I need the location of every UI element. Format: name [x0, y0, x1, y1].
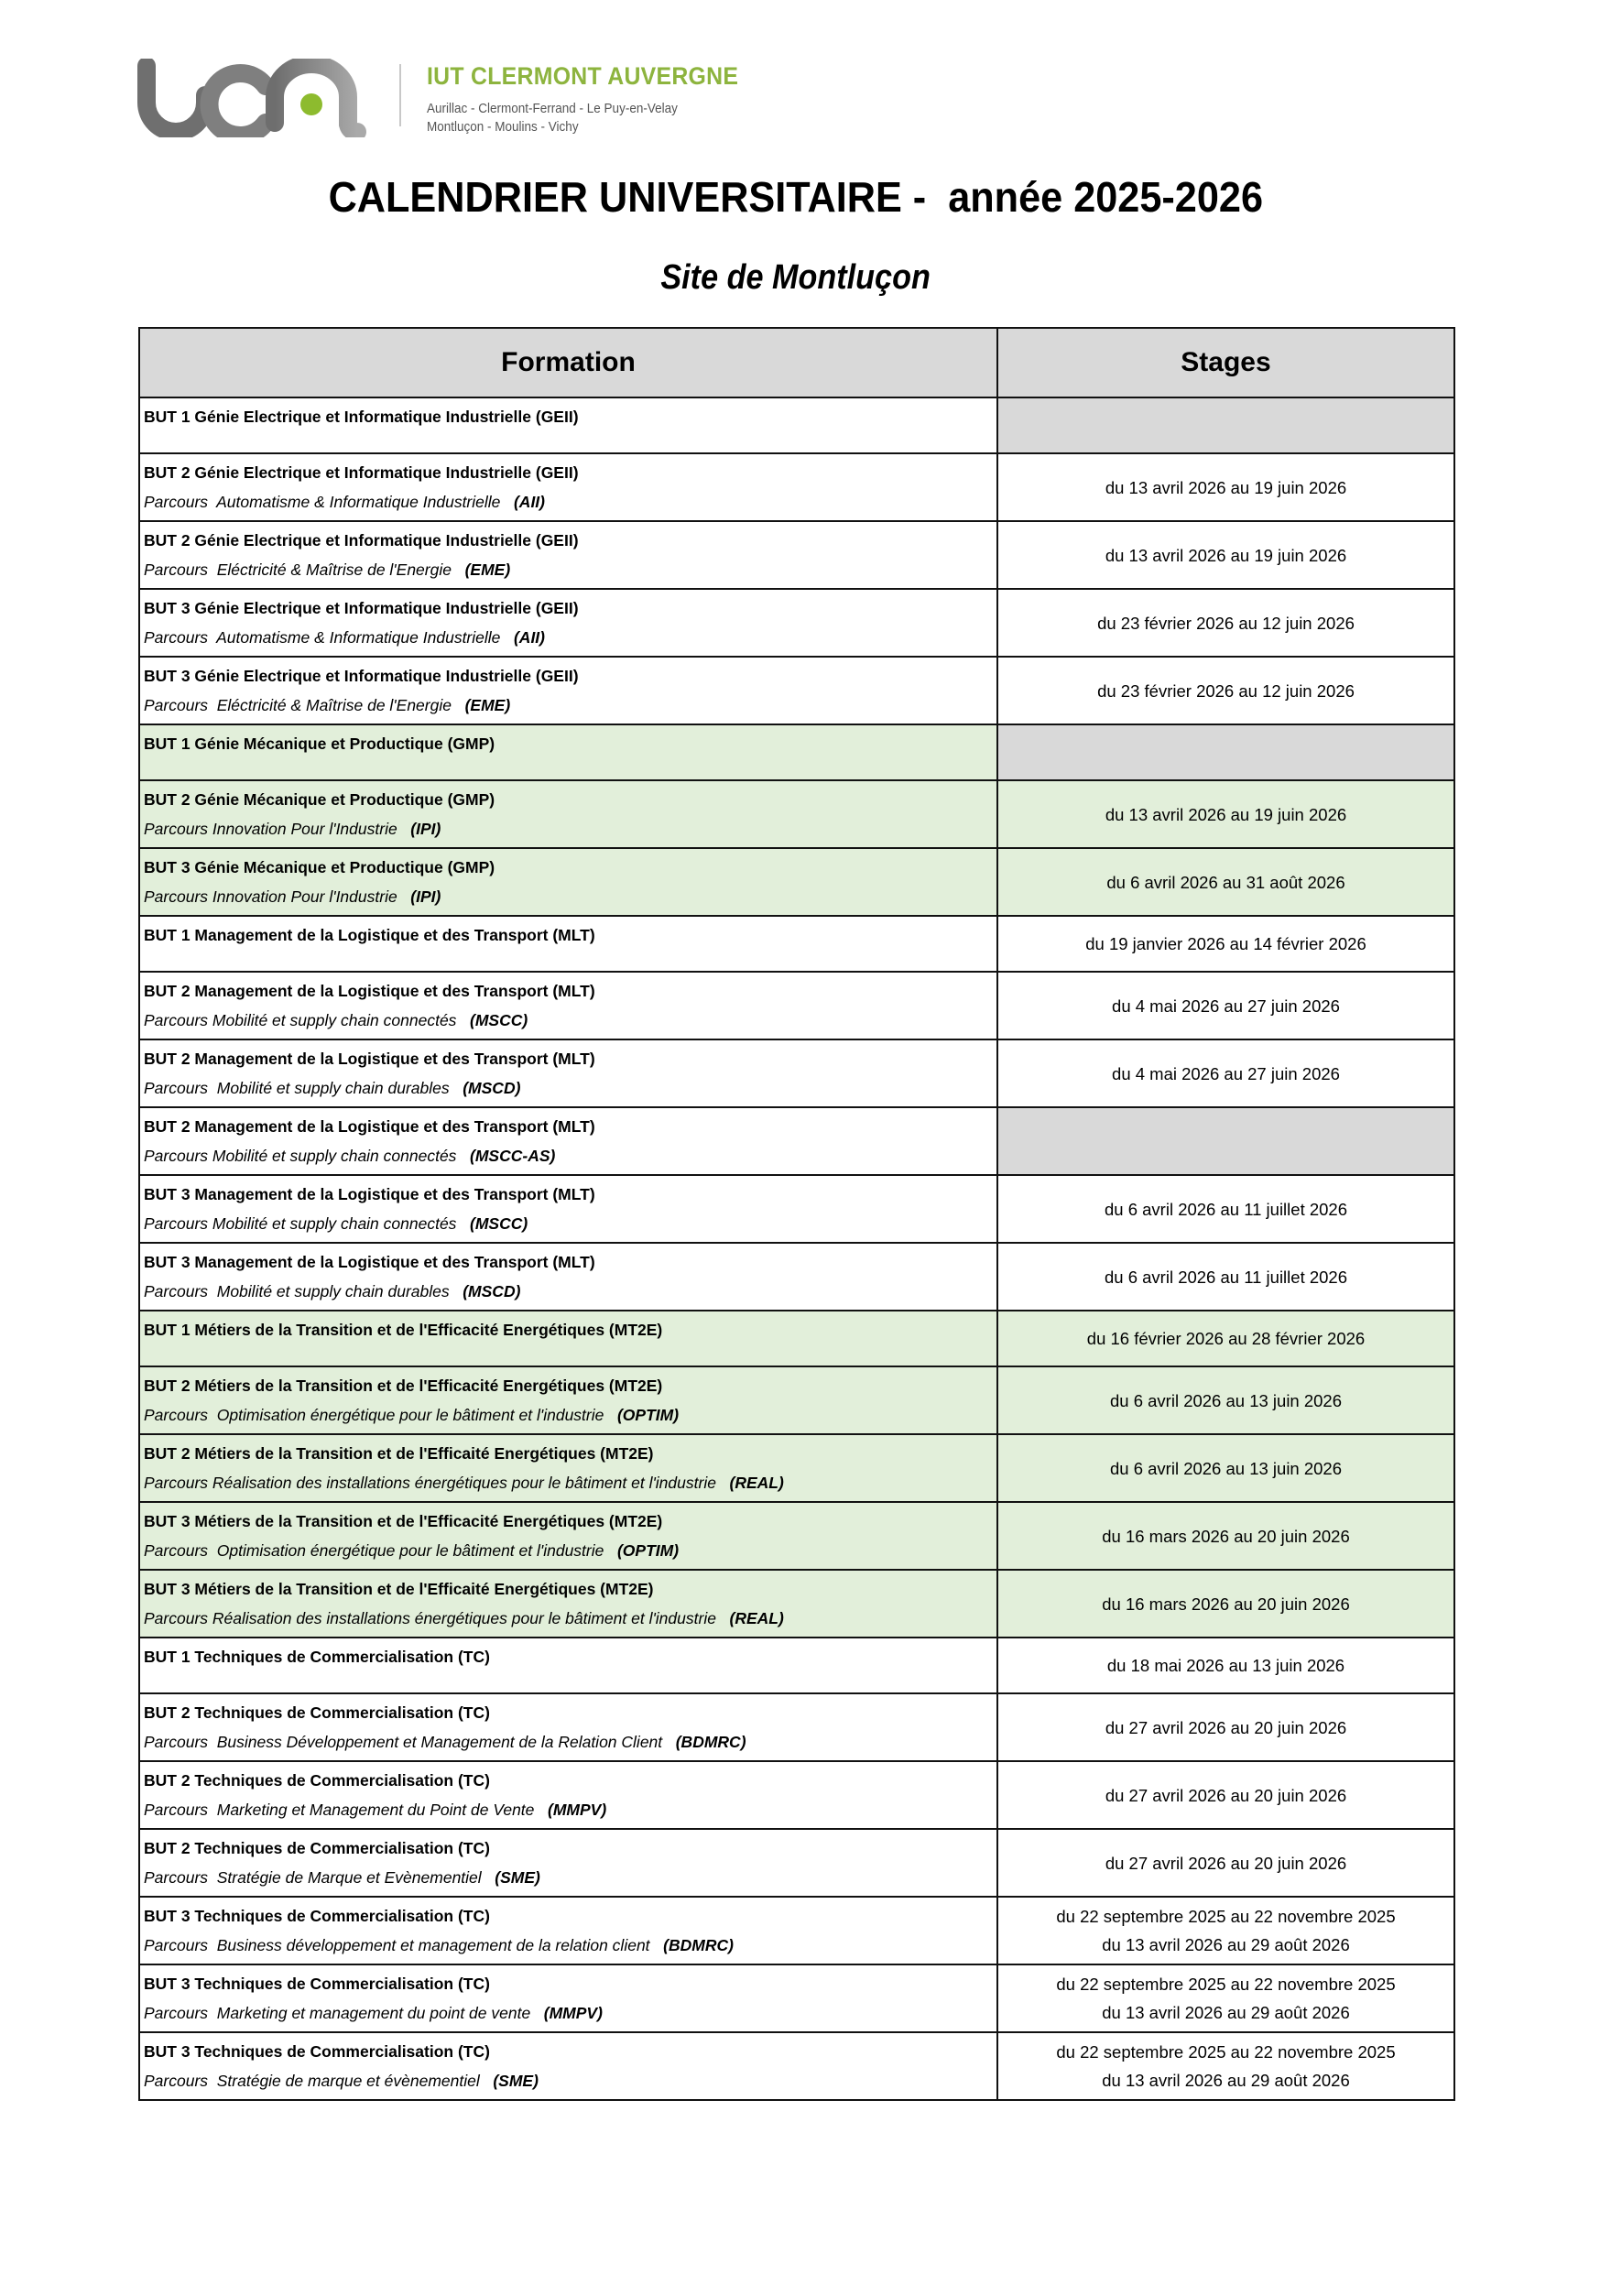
parcours-code: (IPI) [410, 887, 441, 906]
formation-name: BUT 2 Techniques de Commercialisation (TC) [144, 1839, 490, 1857]
stage-period: du 13 avril 2026 au 19 juin 2026 [1105, 477, 1347, 497]
stage-cell [997, 916, 1454, 972]
formation-name: BUT 3 Métiers de la Transition et de l'Efficaité Energétiques (MT2E) [144, 1580, 654, 1598]
parcours-line [144, 1998, 996, 2028]
stage-period: du 6 avril 2026 au 11 juillet 2026 [1104, 1199, 1348, 1219]
parcours-code: (EME) [464, 560, 511, 579]
table-row [139, 1964, 1454, 2032]
formation-cell [139, 916, 997, 972]
formation-name: BUT 3 Génie Electrique et Informatique Industrielle (GEII) [144, 667, 579, 685]
stage-cell [997, 1311, 1454, 1366]
parcours-name: Parcours Réalisation des installations énergétiques pour le bâtiment et l'industrie [144, 1609, 730, 1627]
parcours-name: Parcours Stratégie de Marque et Evènementiel [144, 1868, 495, 1887]
stage-cell [997, 657, 1454, 724]
table-row [139, 1311, 1454, 1366]
parcours-name: Parcours Automatisme & Informatique Industrielle [144, 493, 514, 511]
stage-period: du 23 février 2026 au 12 juin 2026 [1097, 613, 1355, 633]
formation-cell [139, 1897, 997, 1964]
parcours-name: Parcours Innovation Pour l'Industrie [144, 820, 411, 838]
stage-cell [997, 1570, 1454, 1638]
stage-cell-empty [997, 397, 1454, 453]
stage-cell [997, 972, 1454, 1039]
parcours-name: Parcours Mobilité et supply chain connectés [144, 1147, 471, 1165]
formation-name: BUT 3 Techniques de Commercialisation (TC) [144, 1975, 490, 1993]
stage-period: du 27 avril 2026 au 20 juin 2026 [1105, 1717, 1347, 1737]
page-subtitle [0, 258, 1592, 298]
parcours-line [144, 623, 996, 652]
parcours-line [144, 1863, 996, 1892]
parcours-code: (MSCD) [463, 1282, 521, 1300]
stage-cell [997, 1434, 1454, 1502]
stage-cell [997, 1964, 1454, 2032]
formation-cell [139, 1366, 997, 1434]
table-row [139, 1761, 1454, 1829]
stage-period: du 22 septembre 2025 au 22 novembre 2025 [1056, 1975, 1396, 1994]
table-row [139, 1243, 1454, 1311]
parcours-code: (REAL) [729, 1474, 784, 1492]
parcours-code: (MSCC) [470, 1011, 528, 1029]
parcours-line [144, 1073, 996, 1103]
parcours-name: Parcours Eléctricité & Maîtrise de l'Energie [144, 560, 465, 579]
parcours-name: Parcours Mobilité et supply chain durables [144, 1282, 463, 1300]
uca-logo [137, 59, 376, 137]
formation-cell [139, 1039, 997, 1107]
formation-cell [139, 1243, 997, 1311]
stage-period: du 16 mars 2026 au 20 juin 2026 [1102, 1594, 1350, 1614]
column-header-formation: Formation [139, 328, 997, 397]
parcours-code: (AII) [513, 628, 546, 647]
formation-cell [139, 1829, 997, 1897]
parcours-name: Parcours Business Développement et Management de la Relation Client [144, 1733, 676, 1751]
table-row [139, 972, 1454, 1039]
stage-cell [997, 521, 1454, 589]
parcours-name: Parcours Stratégie de marque et évènementiel [144, 2072, 494, 2090]
formation-name: BUT 3 Métiers de la Transition et de l'Efficacité Energétiques (MT2E) [144, 1512, 663, 1530]
formation-name: BUT 3 Génie Electrique et Informatique Industrielle (GEII) [144, 599, 579, 617]
formation-cell [139, 1964, 997, 2032]
page-subtitle-text: Site de Montluçon [660, 258, 931, 297]
parcours-name: Parcours Marketing et management du point de vente [144, 2004, 544, 2022]
table-header-row [139, 328, 1454, 397]
stage-cell-empty [997, 724, 1454, 780]
brand-sites-line: Aurillac - Clermont-Ferrand - Le Puy-en-Velay [427, 101, 678, 116]
parcours-code: (IPI) [410, 820, 441, 838]
parcours-code: (SME) [493, 2072, 539, 2090]
parcours-line [144, 1931, 996, 1960]
formation-cell [139, 1570, 997, 1638]
formation-cell [139, 589, 997, 657]
formation-cell [139, 1107, 997, 1175]
table-row [139, 1638, 1454, 1693]
formation-name: BUT 2 Management de la Logistique et des Transport (MLT) [144, 1050, 595, 1068]
parcours-line [144, 555, 996, 584]
parcours-line [144, 814, 996, 843]
page-title-text: CALENDRIER UNIVERSITAIRE - année 2025-2026 [328, 173, 1264, 221]
stage-period: du 22 septembre 2025 au 22 novembre 2025 [1056, 2042, 1396, 2062]
stage-period: du 27 avril 2026 au 20 juin 2026 [1105, 1853, 1347, 1873]
parcours-line [144, 1006, 996, 1035]
stage-cell [997, 780, 1454, 848]
parcours-code: (MSCD) [463, 1079, 521, 1097]
formation-cell [139, 1761, 997, 1829]
parcours-name: Parcours Réalisation des installations énergétiques pour le bâtiment et l'industrie [144, 1474, 730, 1492]
formation-name: BUT 1 Métiers de la Transition et de l'Efficacité Energétiques (MT2E) [144, 1321, 663, 1339]
formation-name: BUT 1 Génie Mécanique et Productique (GMP) [144, 735, 495, 753]
parcours-line [144, 1604, 996, 1633]
formation-cell [139, 657, 997, 724]
stage-period: du 16 mars 2026 au 20 juin 2026 [1102, 1526, 1350, 1546]
internship-table [138, 327, 1455, 2101]
table-row [139, 1897, 1454, 1964]
parcours-name: Parcours Mobilité et supply chain durables [144, 1079, 463, 1097]
table-row [139, 724, 1454, 780]
stage-period: du 13 avril 2026 au 29 août 2026 [1102, 2071, 1350, 2090]
table-row [139, 1107, 1454, 1175]
brand-name: IUT CLERMONT AUVERGNE [427, 62, 739, 90]
stage-cell [997, 1243, 1454, 1311]
stage-cell [997, 2032, 1454, 2100]
formation-cell [139, 724, 997, 780]
stage-period: du 19 janvier 2026 au 14 février 2026 [1085, 934, 1366, 953]
stage-cell [997, 848, 1454, 916]
parcours-code: (BDMRC) [675, 1733, 746, 1751]
table-row [139, 2032, 1454, 2100]
formation-name: BUT 1 Management de la Logistique et des Transport (MLT) [144, 926, 595, 944]
parcours-code: (SME) [495, 1868, 540, 1887]
parcours-line [144, 2066, 996, 2095]
parcours-code: (OPTIM) [616, 1406, 680, 1424]
parcours-code: (BDMRC) [663, 1936, 734, 1954]
parcours-name: Parcours Optimisation énergétique pour le bâtiment et l'industrie [144, 1406, 617, 1424]
formation-name: BUT 2 Techniques de Commercialisation (TC) [144, 1703, 490, 1722]
formation-name: BUT 2 Métiers de la Transition et de l'Efficaité Energétiques (MT2E) [144, 1444, 654, 1463]
parcours-line [144, 1536, 996, 1565]
table-row [139, 589, 1454, 657]
brand-block [427, 62, 766, 136]
table-row [139, 521, 1454, 589]
formation-name: BUT 2 Génie Mécanique et Productique (GMP) [144, 790, 495, 809]
uca-logo-icon [137, 59, 376, 137]
table-row [139, 916, 1454, 972]
parcours-name: Parcours Marketing et Management du Point de Vente [144, 1801, 548, 1819]
table-row [139, 1829, 1454, 1897]
stage-cell [997, 1366, 1454, 1434]
stage-period: du 4 mai 2026 au 27 juin 2026 [1112, 1063, 1340, 1083]
formation-cell [139, 1502, 997, 1570]
parcours-line [144, 1209, 996, 1238]
parcours-line [144, 691, 996, 720]
formation-cell [139, 1175, 997, 1243]
brand-sites [427, 100, 732, 136]
parcours-name: Parcours Eléctricité & Maîtrise de l'Energie [144, 696, 465, 714]
formation-name: BUT 3 Management de la Logistique et des Transport (MLT) [144, 1253, 595, 1271]
stage-period: du 6 avril 2026 au 31 août 2026 [1106, 872, 1345, 892]
formation-cell [139, 453, 997, 521]
parcours-name: Parcours Business développement et management de la relation client [144, 1936, 664, 1954]
parcours-code: (EME) [464, 696, 511, 714]
parcours-code: (AII) [513, 493, 546, 511]
brand-sites-line: Montluçon - Moulins - Vichy [427, 119, 579, 135]
formation-cell [139, 780, 997, 848]
formation-name: BUT 2 Métiers de la Transition et de l'Efficacité Energétiques (MT2E) [144, 1377, 663, 1395]
formation-cell [139, 397, 997, 453]
stage-period: du 13 avril 2026 au 29 août 2026 [1102, 2003, 1350, 2022]
parcours-name: Parcours Mobilité et supply chain connectés [144, 1214, 471, 1233]
formation-name: BUT 1 Techniques de Commercialisation (TC) [144, 1648, 490, 1666]
column-header-stages: Stages [997, 328, 1454, 397]
stage-period: du 18 mai 2026 au 13 juin 2026 [1106, 1656, 1345, 1675]
formation-name: BUT 2 Génie Electrique et Informatique Industrielle (GEII) [144, 463, 579, 482]
stage-cell [997, 1897, 1454, 1964]
table-row [139, 848, 1454, 916]
stage-period: du 27 avril 2026 au 20 juin 2026 [1105, 1785, 1347, 1805]
formation-name: BUT 3 Management de la Logistique et des Transport (MLT) [144, 1185, 595, 1203]
formation-cell [139, 848, 997, 916]
formation-cell [139, 972, 997, 1039]
stage-period: du 22 septembre 2025 au 22 novembre 2025 [1056, 1907, 1396, 1926]
stage-cell [997, 1693, 1454, 1761]
table-row [139, 657, 1454, 724]
parcours-code: (REAL) [729, 1609, 784, 1627]
stage-cell [997, 1175, 1454, 1243]
formation-cell [139, 1693, 997, 1761]
parcours-code: (MMPV) [543, 2004, 603, 2022]
parcours-line [144, 1795, 996, 1824]
formation-cell [139, 1434, 997, 1502]
stage-cell [997, 1761, 1454, 1829]
stage-cell [997, 1039, 1454, 1107]
formation-name: BUT 2 Management de la Logistique et des Transport (MLT) [144, 982, 595, 1000]
page-title [0, 172, 1592, 222]
formation-name: BUT 2 Techniques de Commercialisation (TC) [144, 1771, 490, 1790]
stage-period: du 6 avril 2026 au 13 juin 2026 [1109, 1458, 1343, 1478]
formation-name: BUT 1 Génie Electrique et Informatique Industrielle (GEII) [144, 408, 579, 426]
table-row [139, 1570, 1454, 1638]
parcours-code: (OPTIM) [616, 1541, 680, 1560]
parcours-name: Parcours Automatisme & Informatique Industrielle [144, 628, 514, 647]
stage-cell [997, 453, 1454, 521]
parcours-code: (MMPV) [548, 1801, 607, 1819]
logo-divider [399, 64, 401, 126]
stage-period: du 13 avril 2026 au 19 juin 2026 [1105, 545, 1347, 565]
parcours-line [144, 487, 996, 517]
stage-period: du 6 avril 2026 au 11 juillet 2026 [1104, 1267, 1348, 1287]
parcours-line [144, 1277, 996, 1306]
table-row [139, 1502, 1454, 1570]
table-row [139, 1175, 1454, 1243]
formation-cell [139, 1638, 997, 1693]
table-body [139, 397, 1454, 2100]
table-row [139, 397, 1454, 453]
formation-name: BUT 3 Génie Mécanique et Productique (GMP) [144, 858, 495, 876]
formation-name: BUT 2 Génie Electrique et Informatique Industrielle (GEII) [144, 531, 579, 550]
formation-cell [139, 2032, 997, 2100]
stage-period: du 6 avril 2026 au 13 juin 2026 [1109, 1390, 1343, 1410]
stage-cell [997, 589, 1454, 657]
parcours-name: Parcours Optimisation énergétique pour le bâtiment et l'industrie [144, 1541, 617, 1560]
table-row [139, 453, 1454, 521]
stage-cell [997, 1638, 1454, 1693]
table-row [139, 780, 1454, 848]
formation-name: BUT 3 Techniques de Commercialisation (TC) [144, 2042, 490, 2061]
logo-dot [300, 93, 322, 115]
parcours-line [144, 1468, 996, 1497]
stage-period: du 23 février 2026 au 12 juin 2026 [1097, 680, 1355, 701]
parcours-line [144, 1727, 996, 1757]
parcours-name: Parcours Innovation Pour l'Industrie [144, 887, 411, 906]
parcours-code: (MSCC-AS) [470, 1147, 556, 1165]
stage-cell [997, 1829, 1454, 1897]
table-row [139, 1039, 1454, 1107]
stage-cell [997, 1502, 1454, 1570]
table-row [139, 1366, 1454, 1434]
table-row [139, 1693, 1454, 1761]
table-row [139, 1434, 1454, 1502]
parcours-line [144, 1400, 996, 1430]
stage-period: du 16 février 2026 au 28 février 2026 [1086, 1329, 1366, 1348]
stage-period: du 4 mai 2026 au 27 juin 2026 [1112, 996, 1340, 1016]
parcours-code: (MSCC) [470, 1214, 528, 1233]
formation-name: BUT 3 Techniques de Commercialisation (TC) [144, 1907, 490, 1925]
formation-cell [139, 1311, 997, 1366]
formation-cell [139, 521, 997, 589]
stage-period: du 13 avril 2026 au 29 août 2026 [1102, 1935, 1350, 1954]
formation-name: BUT 2 Management de la Logistique et des Transport (MLT) [144, 1117, 595, 1136]
parcours-name: Parcours Mobilité et supply chain connectés [144, 1011, 471, 1029]
parcours-line [144, 882, 996, 911]
stage-cell-empty [997, 1107, 1454, 1175]
stage-period: du 13 avril 2026 au 19 juin 2026 [1105, 804, 1347, 824]
parcours-line [144, 1141, 996, 1170]
